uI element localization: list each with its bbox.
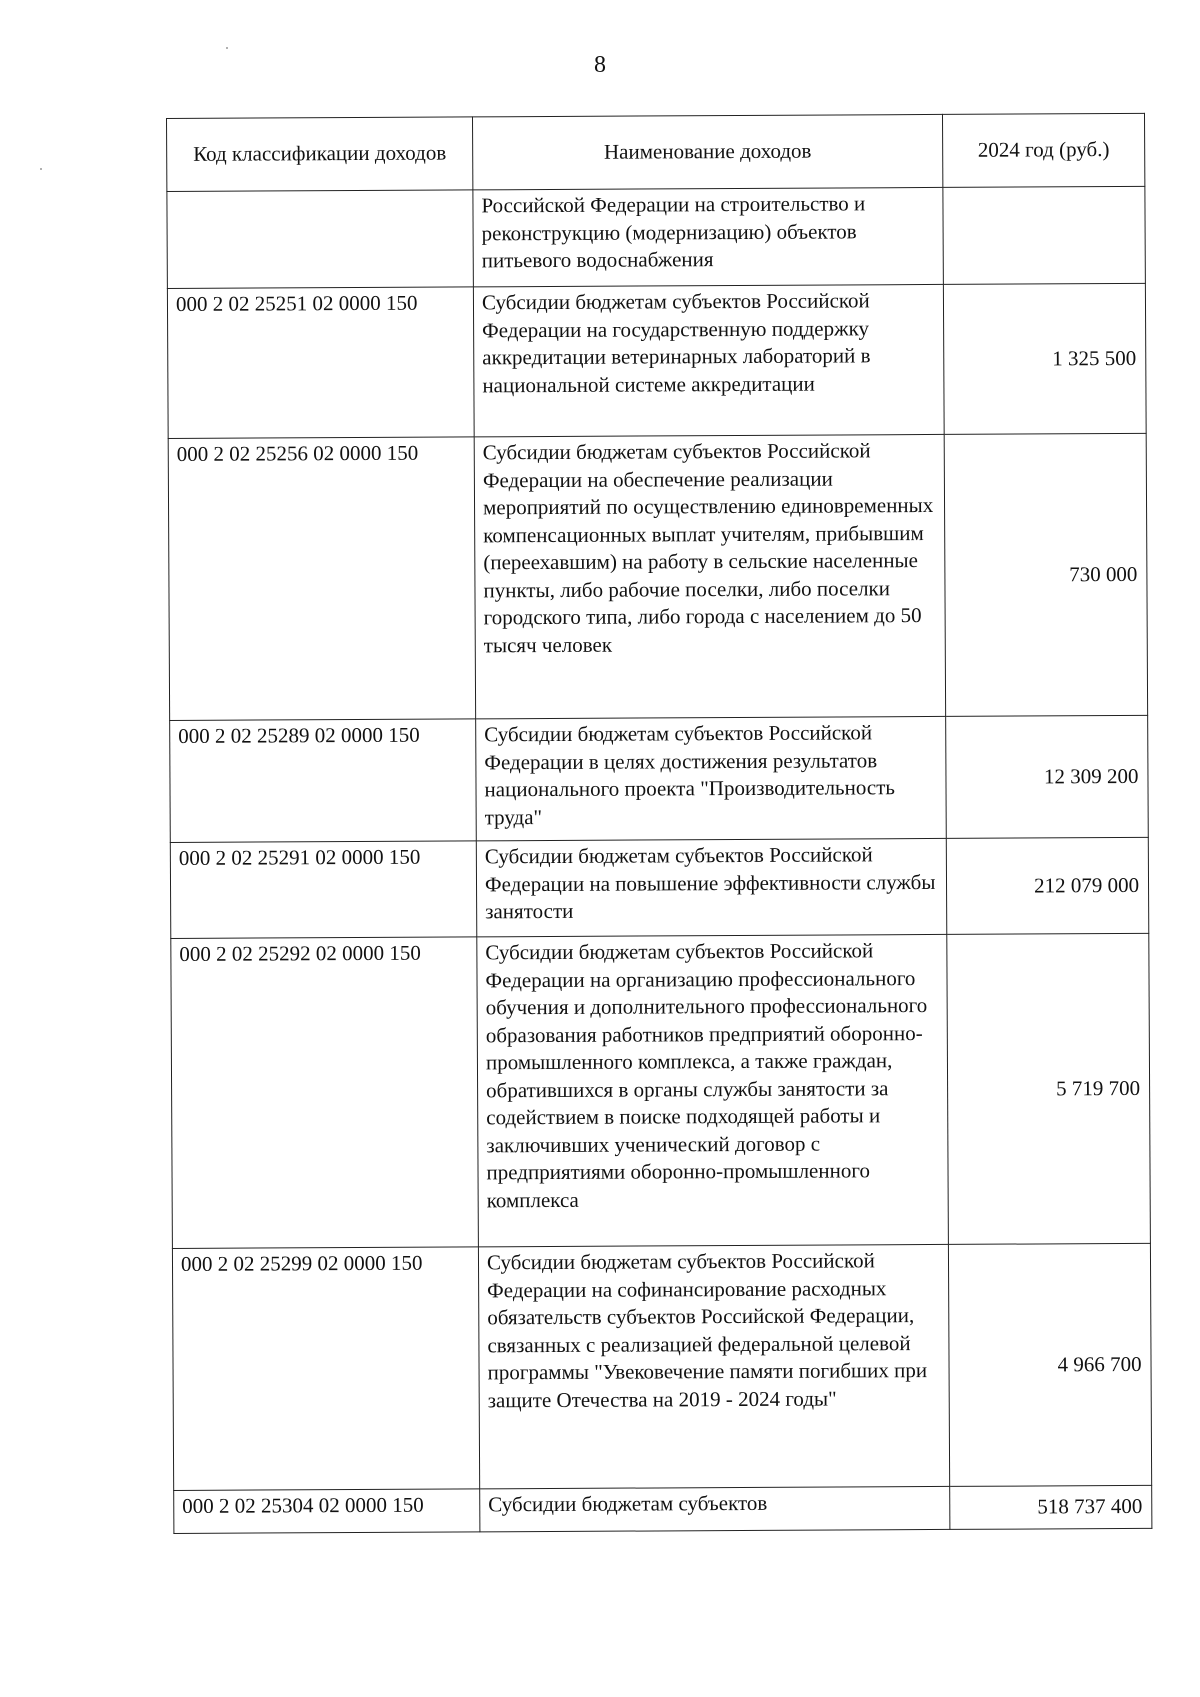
row-code: 000 2 02 25304 02 0000 150	[174, 1489, 480, 1534]
row-code: 000 2 02 25256 02 0000 150	[168, 437, 475, 721]
row-name: Субсидии бюджетам субъектов Российской Федерации на государственную поддержку аккредитации ветеринарных лабораторий в национальной системе аккредитации	[473, 284, 944, 436]
header-code: Код классификации доходов	[167, 117, 473, 192]
header-row	[167, 113, 1145, 191]
page-number: 8	[594, 52, 606, 78]
row-amount: 212 079 000	[946, 837, 1148, 934]
table-row	[172, 1243, 1151, 1490]
row-code: 000 2 02 25291 02 0000 150	[170, 841, 476, 939]
table-row	[170, 837, 1148, 938]
header-amount: 2024 год (руб.)	[942, 113, 1144, 187]
row-amount: 518 737 400	[950, 1485, 1152, 1529]
row-name: Субсидии бюджетам субъектов	[480, 1486, 950, 1531]
table-row	[174, 1485, 1152, 1533]
table-row	[167, 283, 1146, 438]
scan-speck	[226, 47, 228, 49]
row-amount: 1 325 500	[943, 283, 1146, 434]
table-row	[167, 186, 1145, 288]
row-name: Российской Федерации на строительство и реконструкцию (модернизацию) объектов питьевого водоснабжения	[473, 187, 944, 286]
row-code: 000 2 02 25292 02 0000 150	[171, 937, 479, 1249]
table-row	[168, 433, 1147, 720]
row-name: Субсидии бюджетам субъектов Российской Федерации на повышение эффективности службы занятости	[476, 838, 946, 936]
row-amount: 730 000	[944, 433, 1147, 716]
row-code	[167, 190, 474, 289]
table-row	[171, 933, 1151, 1248]
row-amount: 4 966 700	[948, 1243, 1151, 1486]
row-name: Субсидии бюджетам субъектов Российской Федерации на организацию профессионального обучения и дополнительного профессионального образования работников предприятий оборонно-промышленного комплекса, а также граждан, обратившихся в органы службы занятости за содействием в поиске подходящей работы и заключивших ученический договор с предприятиями оборонно-промышленного комплекса	[477, 934, 949, 1246]
row-amount: 12 309 200	[946, 715, 1149, 838]
table-body	[167, 186, 1152, 1533]
header-name: Наименование доходов	[472, 114, 942, 189]
row-amount: 5 719 700	[947, 933, 1151, 1244]
row-code: 000 2 02 25299 02 0000 150	[172, 1247, 479, 1491]
income-table	[166, 113, 1152, 1534]
row-name: Субсидии бюджетам субъектов Российской Федерации в целях достижения результатов национального проекта "Производительность труда"	[476, 716, 947, 840]
row-name: Субсидии бюджетам субъектов Российской Федерации на софинансирование расходных обязательств субъектов Российской Федерации, связанных с реализацией федеральной целевой программы "Увековечение памяти погибших при защите Отечества на 2019 - 2024 годы"	[478, 1244, 949, 1488]
row-name: Субсидии бюджетам субъектов Российской Федерации на обеспечение реализации мероприятий по осуществлению единовременных компенсационных выплат учителям, прибывшим (переехавшим) на работу в сельские населенные пункты, либо рабочие поселки, либо поселки городского типа, либо города с населением до 50 тысяч человек	[474, 434, 945, 718]
table-row	[170, 715, 1149, 842]
row-code: 000 2 02 25289 02 0000 150	[170, 719, 477, 843]
scan-speck	[40, 168, 42, 170]
row-amount	[943, 186, 1146, 284]
row-code: 000 2 02 25251 02 0000 150	[167, 287, 474, 439]
table-header	[167, 113, 1145, 191]
